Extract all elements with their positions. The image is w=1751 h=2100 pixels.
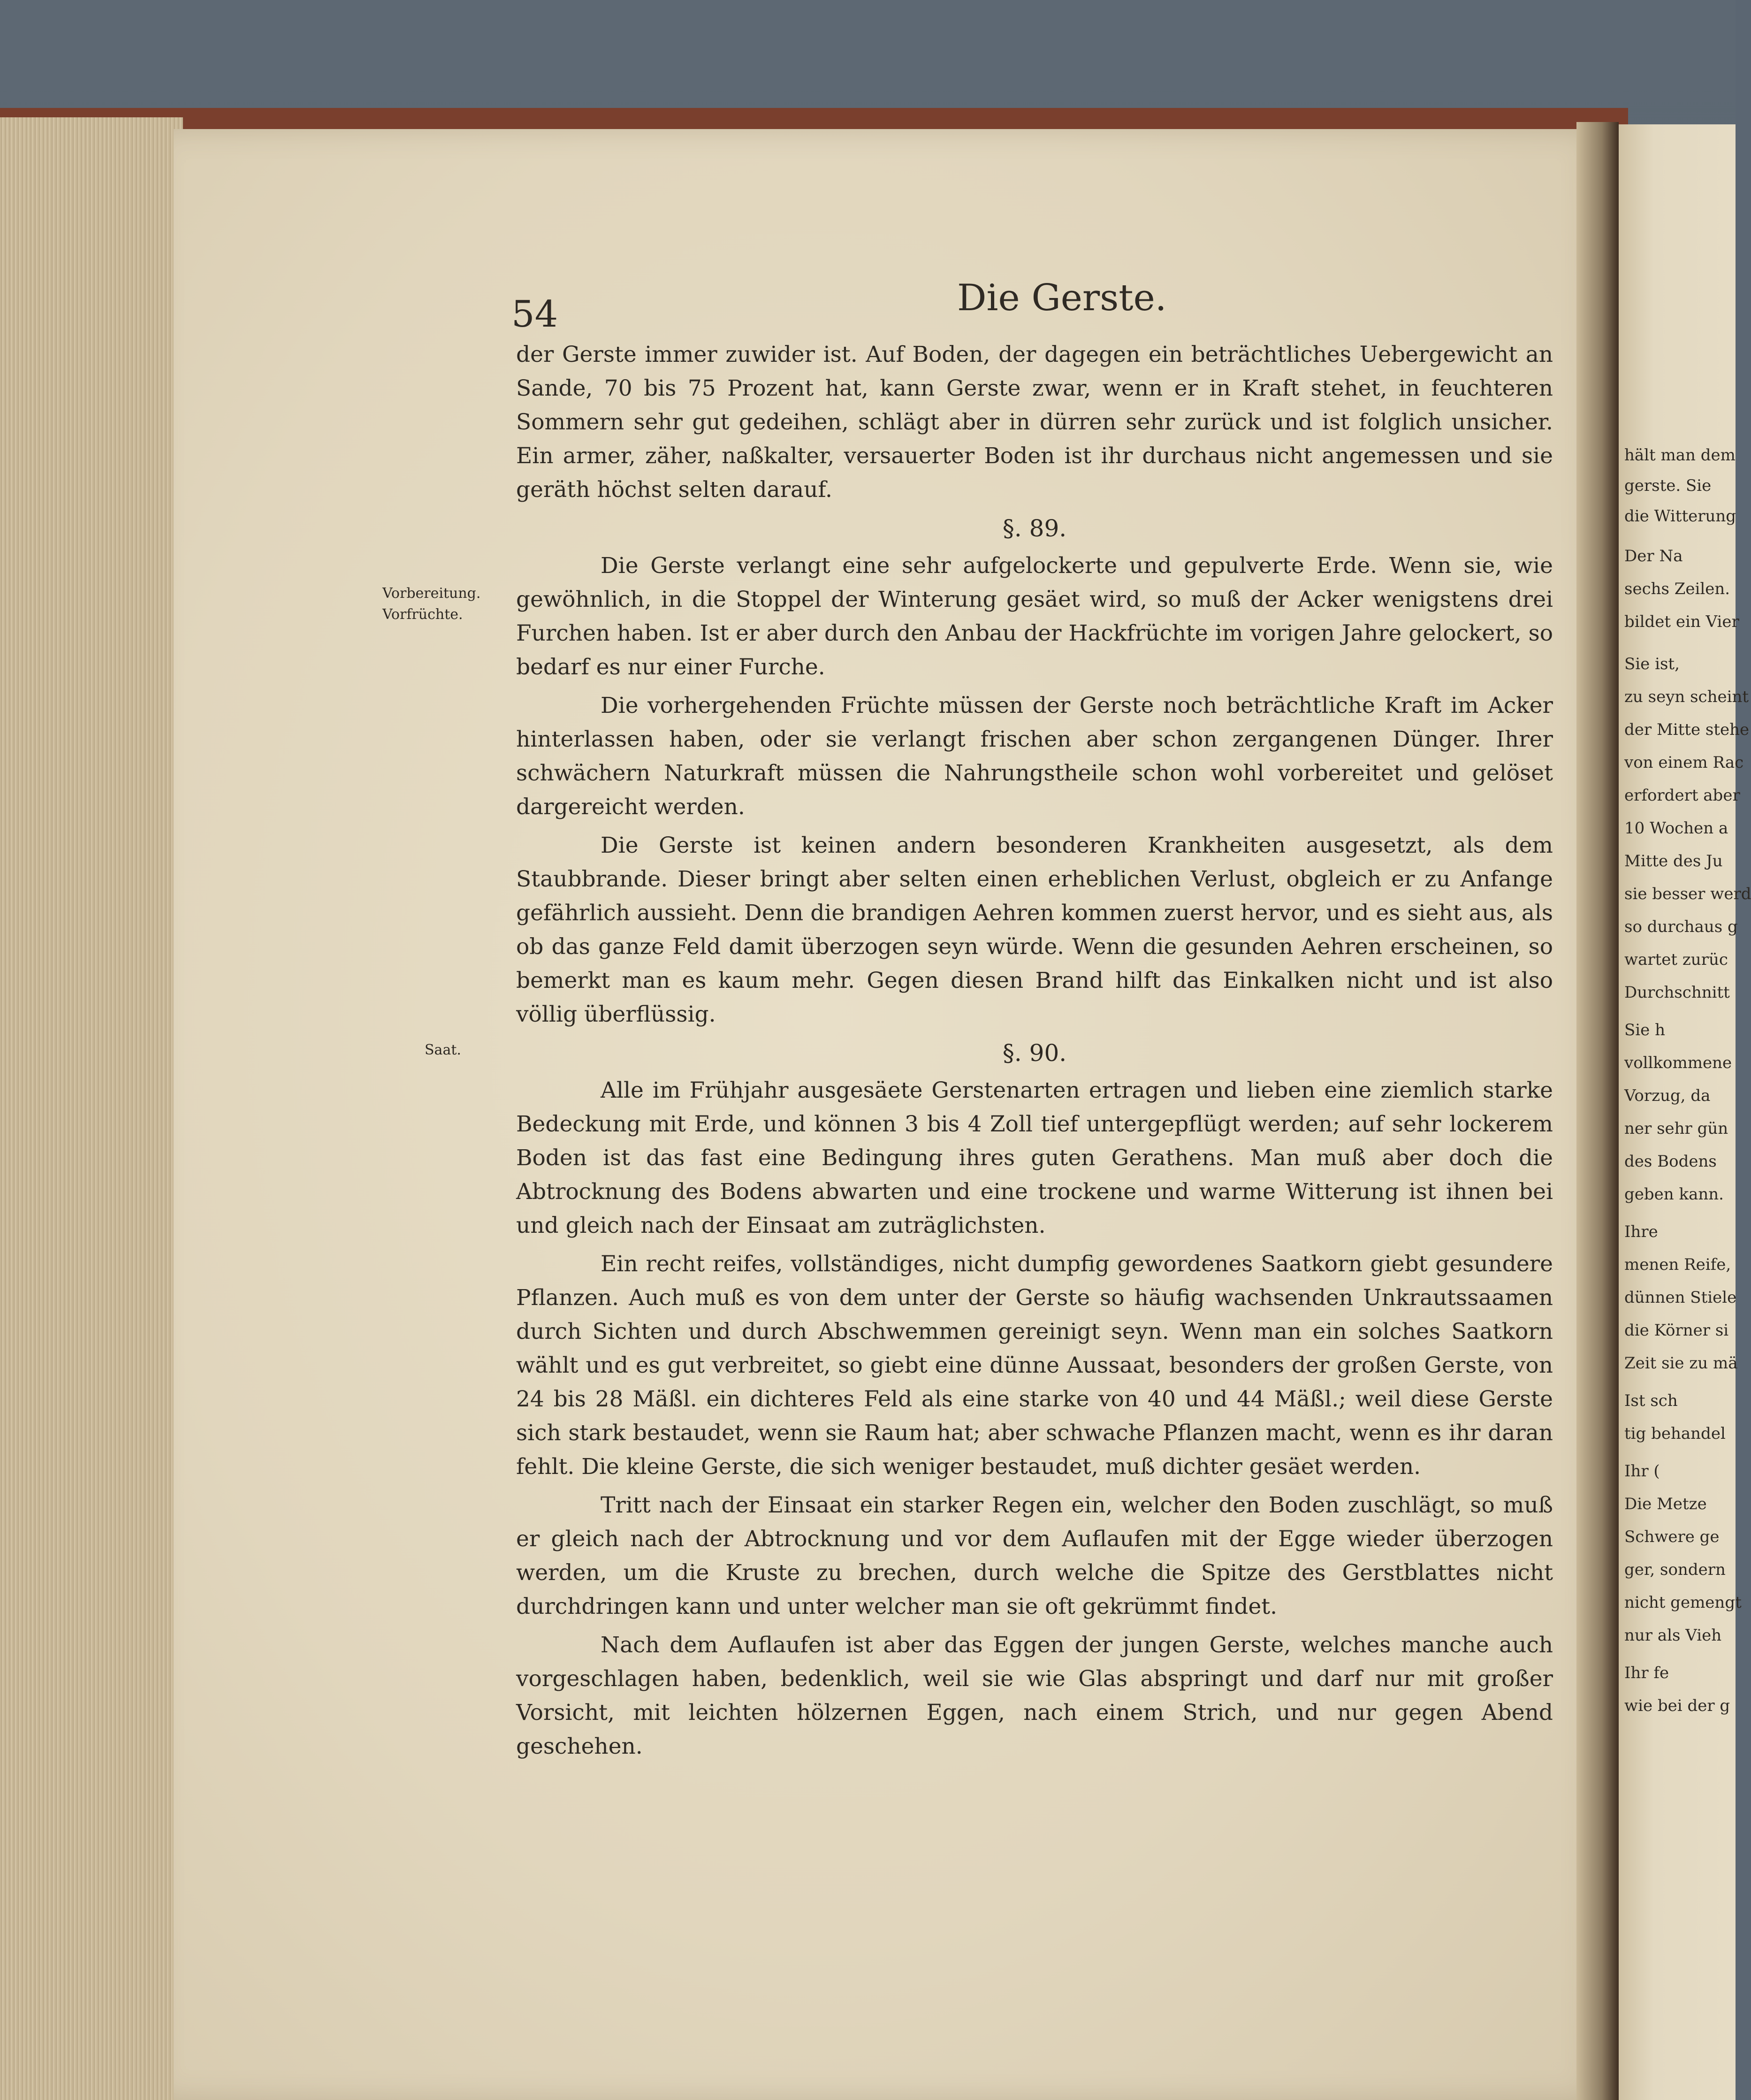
facing-line: gerste. Sie <box>1624 476 1712 495</box>
facing-line: Der Na <box>1624 547 1683 565</box>
facing-line: zu seyn scheint <box>1624 687 1749 706</box>
facing-line: nur als Vieh <box>1624 1626 1722 1645</box>
facing-line: 10 Wochen a <box>1624 819 1728 838</box>
facing-line: Mitte des Ju <box>1624 852 1723 871</box>
paragraph: Die Gerste ist keinen andern besonderen Krankheiten ausgesetzt, als dem Staubbrande. Dieser bringt aber selten einen erheblichen Verlust, obgleich er zu Anfange gefährlich aussieht. Denn die brandigen Aehren kommen zuerst hervor, und es sieht aus, als ob das ganze Feld damit überzogen seyn würde. Wenn die gesunden Aehren erscheinen, so bemerkt man es kaum mehr. Gegen diesen Brand hilft das Einkalken nicht und ist also völlig überflüssig. <box>516 832 1553 1027</box>
facing-line: nicht gemengt <box>1624 1593 1742 1612</box>
facing-line: von einem Rac <box>1624 753 1744 772</box>
facing-line: des Bodens <box>1624 1152 1717 1171</box>
paragraph: Nach dem Auflaufen ist aber das Eggen der jungen Gerste, welches manche auch vorgeschlagen haben, bedenklich, weil sie wie Glas abspringt und darf nur mit großer Vorsicht, mit leichten hölzernen Eggen, nach einem Strich, und nur gegen Abend geschehen. <box>516 1632 1553 1759</box>
facing-line: ner sehr gün <box>1624 1119 1728 1138</box>
facing-line: Sie h <box>1624 1021 1665 1039</box>
facing-line: dünnen Stiele <box>1624 1288 1737 1307</box>
facing-line: bildet ein Vier <box>1624 612 1739 631</box>
facing-line: Sie ist, <box>1624 655 1680 673</box>
paragraph: Tritt nach der Einsaat ein starker Regen ein, welcher den Boden zuschlägt, so muß er gleich nach der Abtrocknung und vor dem Auflaufen mit der Egge wieder überzogen werden, um die Kruste zu brechen, durch welche die Spitze des Gerstblattes nicht durchdringen kann und unter welcher man sie oft gekrümmt findet. <box>516 1492 1553 1619</box>
facing-line: Zeit sie zu mä <box>1624 1354 1738 1373</box>
facing-line: Die Metze <box>1624 1495 1707 1513</box>
facing-line: erfordert aber <box>1624 786 1740 805</box>
facing-line: Ihre <box>1624 1222 1658 1241</box>
facing-line: wie bei der g <box>1624 1696 1730 1715</box>
paragraph: Die Gerste verlangt eine sehr aufgelockerte und gepulverte Erde. Wenn sie, wie gewöhnlich, in die Stoppel der Winterung gesäet wird, so muß der Acker wenigstens drei Furchen haben. Ist er aber durch den Anbau der Hackfrüchte im vorigen Jahre gelockert, so bedarf es nur einer Furche. <box>516 553 1553 680</box>
facing-line: wartet zurüc <box>1624 950 1728 969</box>
facing-line: tig behandel <box>1624 1424 1726 1443</box>
section-heading-90: §. 90. <box>1002 1039 1067 1067</box>
facing-line: hält man dem <box>1624 446 1736 465</box>
margin-note-saat: Saat. <box>425 1042 461 1058</box>
section-heading-89: §. 89. <box>1002 515 1067 542</box>
facing-line: die Körner si <box>1624 1321 1729 1340</box>
facing-line: Vorzug, da <box>1624 1086 1711 1105</box>
paragraph: Die vorhergehenden Früchte müssen der Gerste noch beträchtliche Kraft im Acker hinterlassen haben, oder sie verlangt frischen aber schon zergangenen Dünger. Ihrer schwächern Naturkraft müssen die Nahrungstheile schon wohl vorbereitet und gelöset dargereicht werden. <box>516 693 1553 820</box>
page-edges <box>0 117 183 2100</box>
facing-line: der Mitte stehe <box>1624 720 1750 739</box>
facing-line: Durchschnitt <box>1624 983 1730 1002</box>
facing-line: Ihr ( <box>1624 1462 1660 1481</box>
right-page <box>1619 124 1736 2100</box>
margin-note-vorbereitung: Vorbereitung. <box>382 585 481 602</box>
facing-line: geben kann. <box>1624 1185 1724 1204</box>
facing-line: Schwere ge <box>1624 1527 1720 1546</box>
facing-line: sie besser werd <box>1624 885 1751 903</box>
paragraph: Ein recht reifes, vollständiges, nicht dumpfig gewordenes Saatkorn giebt gesundere Pflanzen. Auch muß es von dem unter der Gerste so häufig wachsenden Unkrautssaamen durch Sichten und durch Abschwemmen gereinigt seyn. Wenn man ein solches Saatkorn wählt und es gut verbreitet, so giebt eine dünne Aussaat, besonders der großen Gerste, von 24 bis 28 Mäßl. ein dichteres Feld als eine starke von 40 und 44 Mäßl.; weil diese Gerste sich stark bestaudet, wenn sie Raum hat; aber schwache Pflanzen macht, wenn es ihr daran fehlt. Die kleine Gerste, die sich weniger bestaudet, muß dichter gesäet werden. <box>516 1251 1553 1480</box>
facing-line: Ihr fe <box>1624 1664 1669 1682</box>
page-number: 54 <box>511 293 558 336</box>
facing-line: so durchaus g <box>1624 917 1738 936</box>
facing-line: sechs Zeilen. <box>1624 580 1730 598</box>
facing-line: die Witterung <box>1624 507 1736 526</box>
page-title: Die Gerste. <box>957 277 1167 319</box>
paragraph: Alle im Frühjahr ausgesäete Gerstenarten ertragen und lieben eine ziemlich starke Bedeckung mit Erde, und können 3 bis 4 Zoll tief untergepflügt werden; auf sehr lockerem Boden ist das fast eine Bedingung ihres guten Gerathens. Man muß aber doch die Abtrocknung des Bodens abwarten und eine trockene und warme Witterung ist ihnen bei und gleich nach der Einsaat am zuträglichsten. <box>516 1077 1553 1238</box>
facing-line: ger, sondern <box>1624 1560 1726 1579</box>
facing-line: Ist sch <box>1624 1391 1678 1410</box>
main-text <box>516 338 1553 1768</box>
margin-note-vorfruechte: Vorfrüchte. <box>382 606 463 623</box>
book-gutter <box>1576 122 1619 2100</box>
paragraph: der Gerste immer zuwider ist. Auf Boden, der dagegen ein beträchtliches Uebergewicht an Sande, 70 bis 75 Prozent hat, kann Gerste zwar, wenn er in Kraft stehet, in feuchteren Sommern sehr gut gedeihen, schlägt aber in dürren sehr zurück und ist folglich unsicher. Ein armer, zäher, naßkalter, versauerter Boden ist ihr durchaus nicht angemessen und sie geräth höchst selten darauf. <box>516 342 1553 503</box>
facing-line: vollkommene <box>1624 1054 1732 1072</box>
facing-line: menen Reife, <box>1624 1255 1731 1274</box>
